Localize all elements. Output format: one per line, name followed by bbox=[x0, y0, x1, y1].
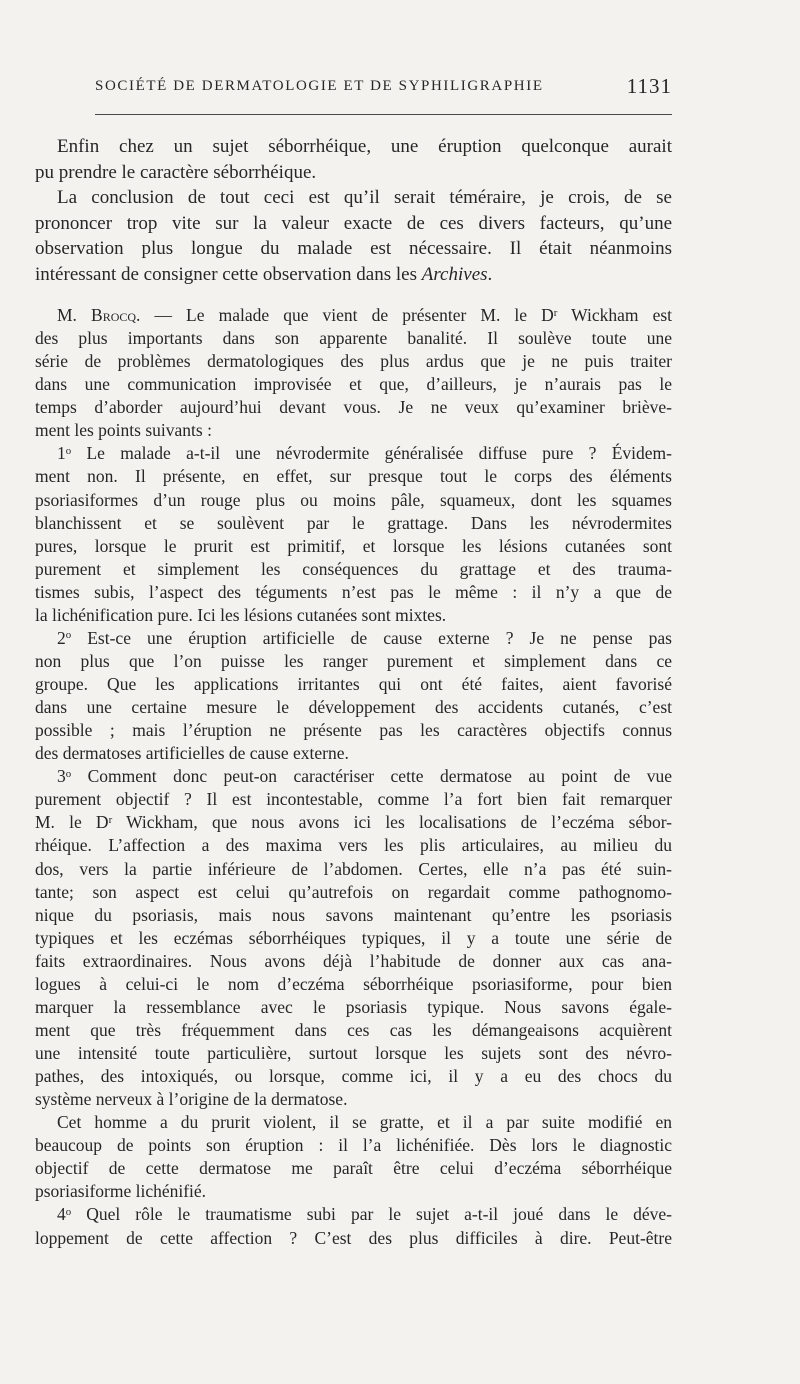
text-line: observation plus longue du malade est nécessaire. Il était néanmoins bbox=[35, 238, 672, 260]
text-segment: Comment donc peut-on caractériser cette dermatose au point de vue bbox=[71, 766, 672, 787]
journal-title: Archives bbox=[421, 263, 488, 285]
text-line: des dermatoses artificielles de cause externe. bbox=[35, 743, 349, 764]
text-line: non plus que l’on puisse les ranger purement et simplement dans ce bbox=[35, 650, 672, 671]
text-line: une intensité toute particulière, surtout lorsque les sujets sont des névro- bbox=[35, 1043, 672, 1063]
superscript: o bbox=[65, 629, 72, 642]
text-line: typiques et les eczémas séborrhéiques typiques, il y a toute une série de bbox=[35, 927, 672, 948]
text-line: loppement de cette affection ? C’est des plus difficiles à dire. Peut-être bbox=[35, 1227, 672, 1248]
text-segment: Wickham est bbox=[557, 305, 672, 325]
text-line: Cet homme a du prurit violent, il se gratte, et il a par suite modifié en bbox=[57, 1112, 672, 1133]
text-line: Enfin chez un sujet séborrhéique, une éruption quelconque aurait bbox=[57, 136, 672, 157]
speaker-name: Brocq bbox=[91, 305, 137, 325]
text-line: marquer la ressemblance avec le psoriasis typique. Nous savons égale- bbox=[35, 996, 672, 1017]
text-line: beaucoup de points son éruption : il l’a lichénifiée. Dès lors le diagnostic bbox=[35, 1135, 672, 1156]
text-line: blanchissent et se soulèvent par le grattage. Dans les névrodermites bbox=[35, 512, 672, 533]
text-line: série de problèmes dermatologiques des plus ardus que je ne puis traiter bbox=[35, 351, 672, 372]
text-line: nique du psoriasis, mais nous savons maintenant qu’entre les psoriasis bbox=[35, 904, 672, 925]
text-line: objectif de cette dermatose me paraît être celui d’eczéma séborrhéique bbox=[35, 1158, 672, 1179]
superscript: o bbox=[65, 444, 72, 457]
text-segment: intéressant de consigner cette observation dans les bbox=[35, 263, 422, 285]
text-line: purement et simplement les conséquences du grattage et des trauma- bbox=[35, 558, 672, 579]
text-segment: Le malade a-t-il une névrodermite généralisée diffuse pure ? Évidem- bbox=[71, 443, 672, 464]
text-line: psoriasiformes d’un rouge plus ou moins pâle, squameux, dont les squames bbox=[35, 489, 672, 510]
text-segment: Est-ce une éruption artificielle de cause externe ? Je ne pense pas bbox=[71, 627, 672, 648]
superscript: r bbox=[553, 306, 558, 319]
text-line: ment les points suivants : bbox=[35, 420, 212, 441]
text-line: ment non. Il présente, en effet, sur presque tout le corps des éléments bbox=[35, 466, 672, 487]
text-segment: . bbox=[487, 263, 493, 285]
discussion-paragraphs bbox=[35, 304, 672, 1250]
text-line: dos, vers la partie inférieure de l’abdomen. Certes, elle n’a pas été suin- bbox=[35, 858, 672, 879]
text-line bbox=[35, 262, 672, 288]
text-line: possible ; mais l’éruption ne présente pas les caractères objectifs connus bbox=[35, 720, 672, 741]
point-number: 4 bbox=[57, 1204, 66, 1225]
numbered-point bbox=[35, 765, 672, 788]
point-number: 2 bbox=[57, 627, 66, 648]
superscript: o bbox=[65, 1206, 72, 1219]
intro-paragraphs bbox=[35, 134, 672, 288]
text-line: psoriasiforme lichénifié. bbox=[35, 1181, 207, 1202]
text-line: système nerveux à l’origine de la dermatose. bbox=[35, 1089, 348, 1110]
page-number: 1131 bbox=[626, 74, 672, 98]
text-line: groupe. Que les applications irritantes qui ont été faites, aient favorisé bbox=[35, 674, 672, 694]
header-rule bbox=[95, 114, 672, 115]
text-segment: . — Le malade que vient de présenter M. le D bbox=[136, 305, 554, 325]
text-line: pures, lorsque le prurit est primitif, et lorsque les lésions cutanées sont bbox=[35, 535, 672, 556]
numbered-point bbox=[35, 627, 672, 650]
running-title: SOCIÉTÉ DE DERMATOLOGIE ET DE SYPHILIGRAPHIE bbox=[95, 78, 544, 94]
superscript: o bbox=[65, 767, 72, 780]
text-line: pu prendre le caractère séborrhéique. bbox=[35, 161, 317, 183]
numbered-point bbox=[35, 442, 672, 465]
text-line bbox=[35, 811, 672, 834]
text-segment: Quel rôle le traumatisme subi par le sujet a-t-il joué dans le déve- bbox=[71, 1204, 672, 1225]
text-line: tante; son aspect est celui qu’autrefois on regardait comme pathognomo- bbox=[35, 881, 672, 902]
text-line: dans une communication improvisée et que, d’ailleurs, je n’aurais pas le bbox=[35, 374, 672, 395]
text-line: la lichénification pure. Ici les lésions cutanées sont mixtes. bbox=[35, 604, 447, 625]
text-segment: Wickham, que nous avons ici les localisations de l’eczéma sébor- bbox=[112, 812, 672, 833]
text-line: dans une certaine mesure le développement des accidents cutanés, c’est bbox=[35, 697, 672, 718]
text-line: purement objectif ? Il est incontestable, comme l’a fort bien fait remarquer bbox=[35, 789, 672, 810]
text-segment: M. bbox=[57, 305, 92, 325]
superscript: r bbox=[108, 813, 113, 826]
numbered-point bbox=[35, 1203, 672, 1226]
text-line: temps d’aborder aujourd’hui devant vous. Je ne veux qu’examiner briève- bbox=[35, 397, 672, 418]
page-header bbox=[95, 74, 672, 102]
text-line: La conclusion de tout ceci est qu’il serait téméraire, je crois, de se bbox=[57, 187, 672, 209]
text-line bbox=[35, 304, 672, 327]
text-line: tismes subis, l’aspect des téguments n’est pas le même : il n’y a que de bbox=[35, 581, 672, 602]
text-segment: M. le D bbox=[35, 812, 109, 833]
text-line: des plus importants dans son apparente banalité. Il soulève toute une bbox=[35, 328, 672, 349]
text-line: pathes, des intoxiqués, ou lorsque, comme ici, il y a eu des chocs du bbox=[35, 1066, 672, 1087]
text-line: faits extraordinaires. Nous avons déjà l’habitude de donner aux cas ana- bbox=[35, 950, 672, 971]
text-line: ment que très fréquemment dans ces cas les démangeaisons acquièrent bbox=[35, 1019, 672, 1040]
point-number: 3 bbox=[57, 766, 66, 787]
text-line: prononcer trop vite sur la valeur exacte de ces divers facteurs, qu’une bbox=[35, 212, 672, 234]
text-line: logues à celui-ci le nom d’eczéma séborrhéique psoriasiforme, pour bien bbox=[35, 973, 672, 994]
point-number: 1 bbox=[57, 443, 66, 464]
text-line: rhéique. L’affection a des maxima vers les plis articulaires, au milieu du bbox=[35, 835, 672, 856]
